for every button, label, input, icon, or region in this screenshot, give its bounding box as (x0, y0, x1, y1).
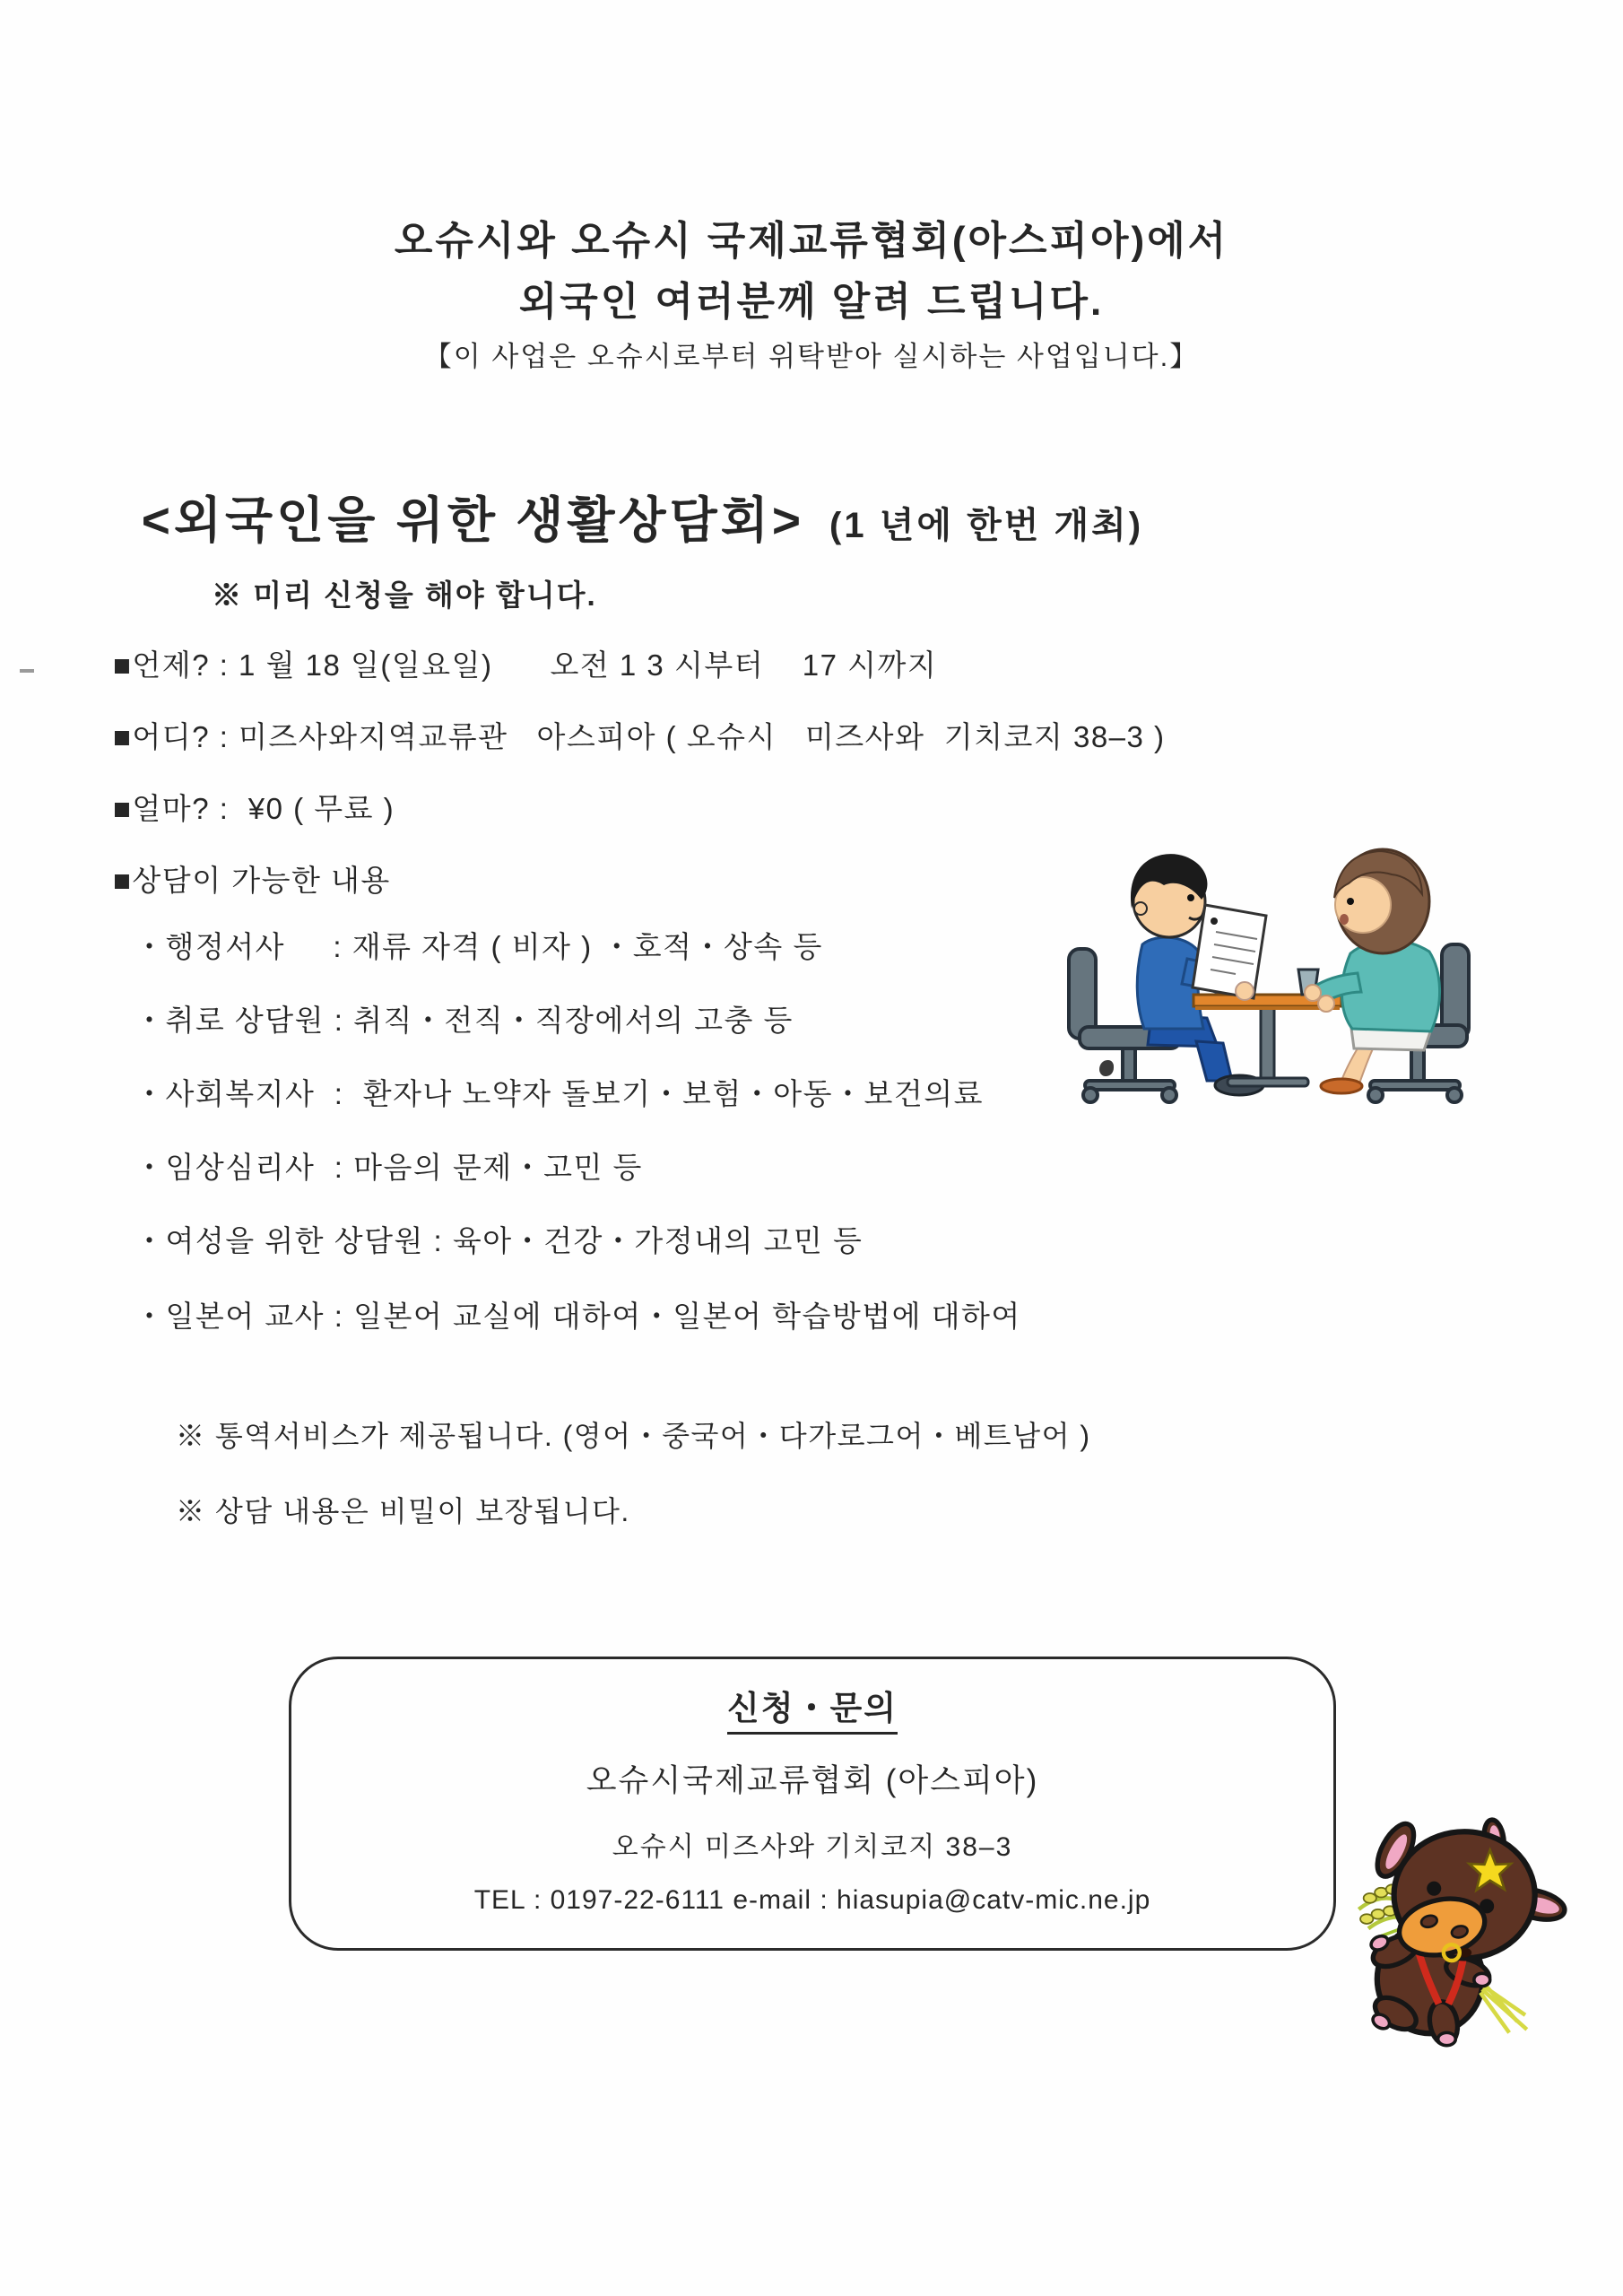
cow-mascot-illustration (1330, 1789, 1554, 2040)
detail-cost: ■얼마? : ¥0 ( 무료 ) (113, 792, 395, 825)
consultation-illustration-svg (1055, 819, 1485, 1115)
note-confidential: ※ 상담 내용은 비밀이 보장됩니다. (176, 1495, 630, 1527)
contact-tel-email: TEL : 0197-22-6111 e-mail : hiasupia@catv-mic.ne.jp (473, 1885, 1151, 1915)
header-line2: 외국인 여러분께 알려 드립니다. (518, 280, 1105, 324)
contact-box (289, 1657, 1336, 1951)
topic-item: ・일본어 교사 : 일본어 교실에 대하여・일본어 학습방법에 대하여 (135, 1300, 1021, 1333)
topic-item: ・행정서사 : 재류 자격 ( 비자 ) ・호적・상속 등 (135, 930, 823, 963)
detail-topics-header: ■상담이 가능한 내용 (113, 864, 391, 897)
topic-item: ・사회복지사 : 환자나 노약자 돌보기・보험・아동・보건의료 (135, 1077, 984, 1110)
note-interpretation: ※ 통역서비스가 제공됩니다. (영어・중국어・다가로그어・베트남어 ) (176, 1420, 1091, 1452)
scan-artifact (20, 669, 34, 673)
contact-address: 오슈시 미즈사와 기치코지 38–3 (612, 1832, 1013, 1862)
header-note: 【이 사업은 오슈시로부터 위탁받아 실시하는 사업입니다.】 (423, 341, 1200, 372)
page-title-sub: (1 년에 한번 개최) (829, 506, 1144, 545)
page-title-main: <외국인을 위한 생활상담회> (141, 492, 805, 548)
detail-when: ■언제? : 1 월 18 일(일요일) 오전 1 3 시부터 17 시까지 (113, 648, 938, 682)
pre-registration-notice: ※ 미리 신청을 해야 합니다. (212, 578, 597, 612)
topic-item: ・여성을 위한 상담원 : 육아・건강・가정내의 고민 등 (135, 1224, 864, 1257)
topic-item: ・취로 상담원 : 취직・전직・직장에서의 고충 등 (135, 1004, 794, 1037)
topic-item: ・임상심리사 : 마음의 문제・고민 등 (135, 1151, 643, 1184)
contact-box-title: 신청・문의 (291, 1681, 1333, 1729)
detail-where: ■어디? : 미즈사와지역교류관 아스피아 ( 오슈시 미즈사와 기치코지 38–3 ) (113, 720, 1166, 753)
consultation-illustration (1038, 803, 1469, 1099)
contact-org: 오슈시국제교류협회 (아스피아) (586, 1763, 1039, 1798)
header-line1: 오슈시와 오슈시 국제교류협회(아스피아)에서 (394, 219, 1229, 263)
page-title (126, 465, 1143, 568)
cow-mascot-svg (1346, 1805, 1570, 2057)
